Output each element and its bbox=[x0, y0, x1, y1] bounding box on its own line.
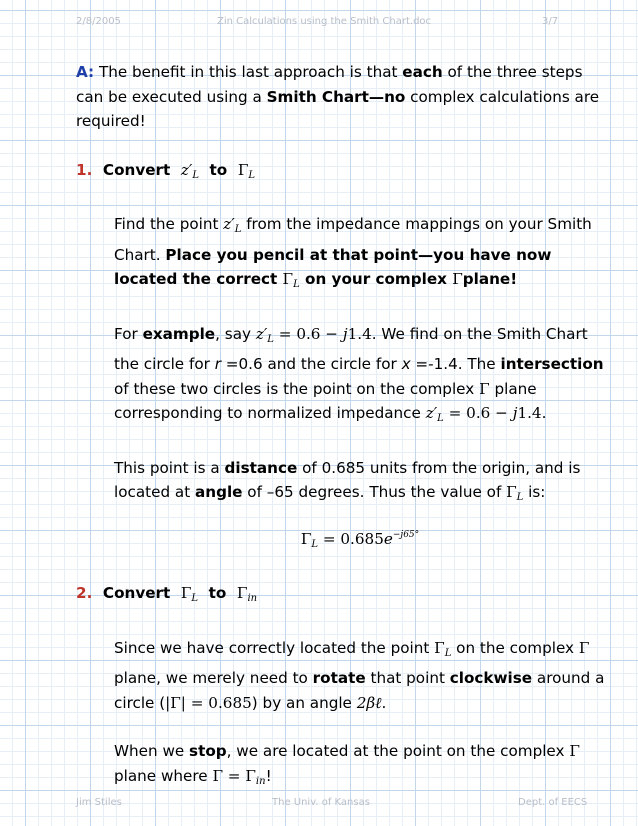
answer-bold-each: each bbox=[402, 63, 443, 81]
footer-author: Jim Stiles bbox=[76, 797, 122, 808]
step2-number: 2. bbox=[76, 584, 93, 602]
step2-stop-paragraph: When we stop, we are located at the point on the complex Γ plane where $\Gamma = \Gamma_{in}$! bbox=[114, 742, 580, 787]
footer-department: Dept. of EECS bbox=[518, 797, 588, 808]
step1-find-paragraph: Find the point $z'_L$ from the impedance mappings on your Smith Chart. Place you pencil at that point—you have now located the correct $\Gamma_L$ on your complex Γplane! bbox=[114, 215, 592, 290]
document-body bbox=[76, 60, 606, 794]
header-date: 2/8/2005 bbox=[76, 16, 121, 27]
step2-heading: 2. Convert $\Gamma_L$ to $\Gamma_{in}$ bbox=[76, 584, 258, 604]
answer-label: A: bbox=[76, 63, 95, 81]
step1-distance-paragraph: This point is a distance of 0.685 units from the origin, and is located at angle of –65 degrees. Thus the value of $\Gamma_L$ is: bbox=[114, 458, 581, 503]
header-title: Zin Calculations using the Smith Chart.doc bbox=[217, 16, 432, 27]
answer-bold-smith: Smith Chart—no bbox=[266, 87, 406, 106]
step1-heading: 1. Convert $z'_L$ to $\Gamma_L$ bbox=[76, 160, 255, 181]
header-page-number: 3/7 bbox=[542, 16, 559, 27]
step1-example-paragraph: For example, say $z'_L = 0.6 - j1.4$. We find on the Smith Chart the circle for r =0.6 and the circle for x =-1.4. The intersection of these two circles is the point on the complex Γ plane corresponding to normalized impedance $z'_L = 0.6 - j1.4$. bbox=[114, 324, 604, 424]
gamma-equation: $\Gamma_L = 0.685e^{-j65^\circ}$ bbox=[300, 529, 420, 550]
step2-rotate-paragraph: Since we have correctly located the point $\Gamma_L$ on the complex Γ plane, we merely need to rotate that point clockwise around a circle (|Γ| = 0.685) by an angle 2βℓ. bbox=[114, 638, 605, 712]
footer-university: The Univ. of Kansas bbox=[272, 797, 370, 808]
step1-number: 1. bbox=[76, 160, 93, 179]
answer-paragraph: A: The benefit in this last approach is that each of the three steps can be executed using a Smith Chart—no complex calculations are required! bbox=[76, 63, 600, 130]
